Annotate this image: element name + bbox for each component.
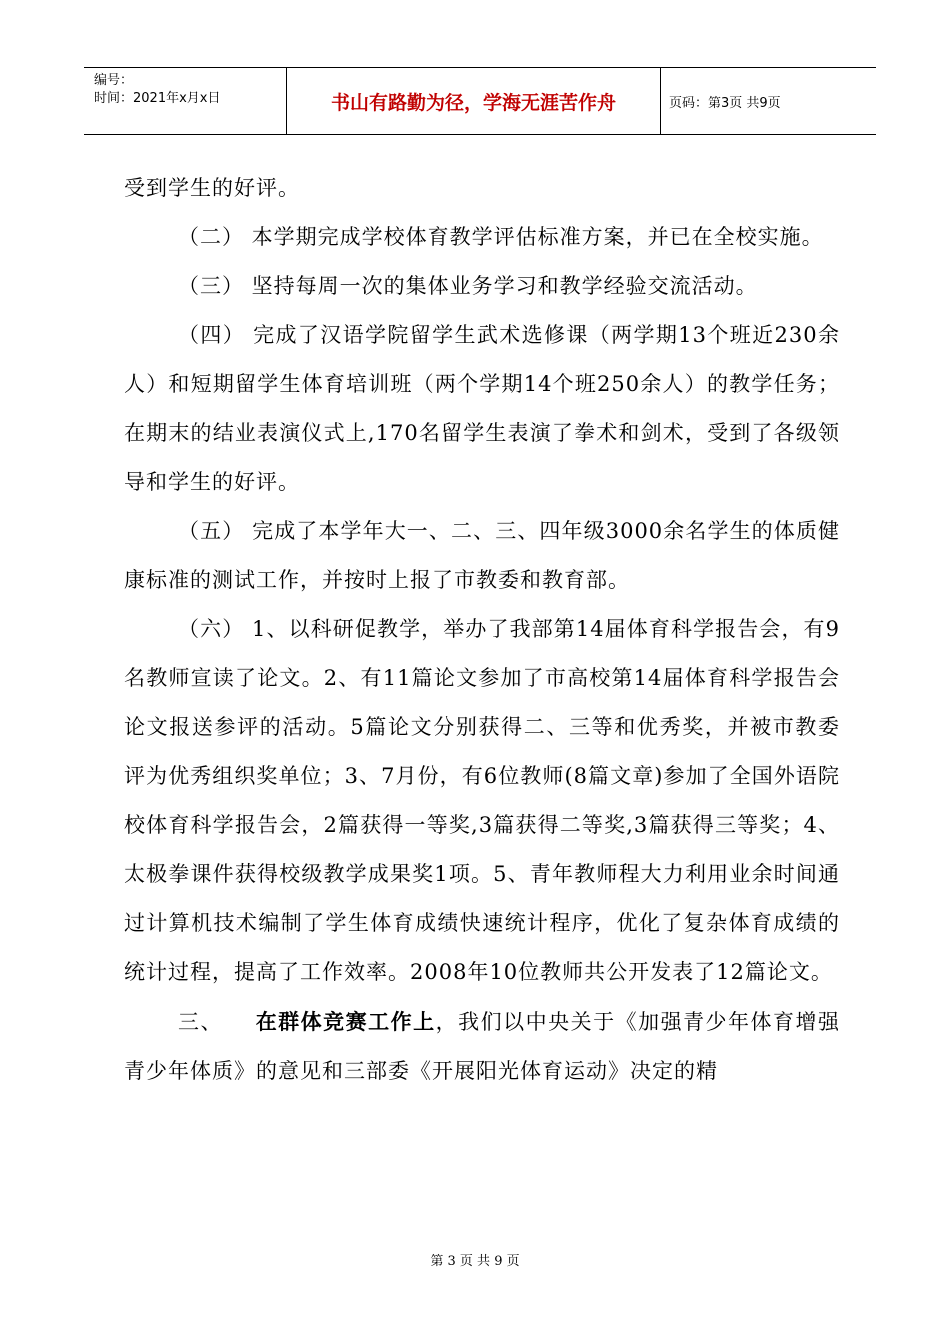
section-three-paragraph	[124, 997, 840, 1096]
section-number: 三、	[178, 1010, 223, 1034]
document-body	[124, 164, 840, 1096]
section-heading: 在群体竞赛工作上	[255, 1009, 436, 1034]
page-footer: 第 3 页 共 9 页	[430, 1254, 520, 1269]
page-header	[84, 67, 876, 135]
header-motto: 书山有路勤为径，学海无涯苦作舟	[287, 68, 661, 134]
paragraph: 受到学生的好评。	[124, 176, 300, 200]
paragraph: （二） 本学期完成学校体育教学评估标准方案，并已在全校实施。	[178, 225, 824, 249]
header-page-label: 页码：第3页 共9页	[669, 95, 781, 111]
number-label: 编号：	[94, 73, 134, 88]
paragraph: （六） 1、以科研促教学，举办了我部第14届体育科学报告会，有9名教师宣读了论文。2、有11篇论文参加了市高校第14届体育科学报告会论文报送参评的活动。5篇论文分别获得二、三等和优秀奖，并被市教委评为优秀组织奖单位；3、7月份，有6位教师(8篇文章)参加了全国外语院校体育科学报告会，2篇获得一等奖,3篇获得二等奖,3篇获得三等奖；4、太极拳课件获得校级教学成果奖1项。5、青年教师程大力利用业余时间通过计算机技术编制了学生体育成绩快速统计程序，优化了复杂体育成绩的统计过程，提高了工作效率。2008年10位教师共公开发表了12篇论文。	[124, 617, 840, 984]
paragraph: （四） 完成了汉语学院留学生武术选修课（两学期13个班近230余人）和短期留学生体育培训班（两个学期14个班250余人）的教学任务；在期末的结业表演仪式上,170名留学生表演了拳术和剑术，受到了各级领导和学生的好评。	[124, 323, 840, 494]
time-label: 时间：2021年x月x日	[94, 91, 221, 106]
paragraph: （三） 坚持每周一次的集体业务学习和教学经验交流活动。	[178, 274, 758, 298]
paragraph: （五） 完成了本学年大一、二、三、四年级3000余名学生的体质健康标准的测试工作，并按时上报了市教委和教育部。	[124, 519, 840, 592]
section-text: ，我们以中央关于《加强青少年体育增强青少年体质》的意见和三部委《开展阳光体育运动》决定的精	[124, 1010, 841, 1083]
header-meta	[84, 68, 287, 134]
